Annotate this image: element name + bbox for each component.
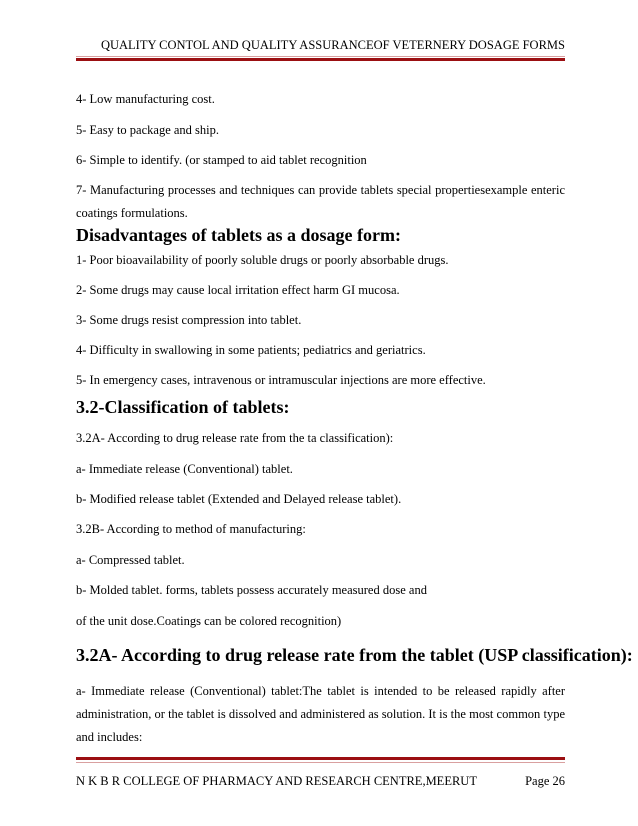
classification-item: of the unit dose.Coatings can be colored recognition) [76, 614, 342, 628]
advantage-item: 7- Manufacturing processes and techniques can provide tablets special propertiesexample enteric coatings formulations. [76, 183, 565, 220]
footer-rule [76, 757, 565, 760]
classification-item: b- Modified release tablet (Extended and Delayed release tablet). [76, 492, 402, 506]
disadvantage-item: 4- Difficulty in swallowing in some patients; pediatrics and geriatrics. [76, 343, 426, 357]
usp-paragraph: a- Immediate release (Conventional) tablet:The tablet is intended to be released rapidly after administration, or the tablet is dissolved and administered as solution. It is the most common type and includes: [76, 684, 565, 744]
disadvantage-item: 3- Some drugs resist compression into tablet. [76, 313, 302, 327]
disadvantages-heading: Disadvantages of tablets as a dosage form: [76, 225, 401, 245]
classification-item: a- Compressed tablet. [76, 553, 185, 567]
footer-institution: N K B R COLLEGE OF PHARMACY AND RESEARCH CENTRE,MEERUT [76, 774, 477, 788]
advantage-item: 6- Simple to identify. (or stamped to aid tablet recognition [76, 153, 367, 167]
advantage-item: 5- Easy to package and ship. [76, 123, 220, 137]
classification-item: 3.2B- According to method of manufacturing: [76, 522, 306, 536]
classification-heading: 3.2-Classification of tablets: [76, 397, 290, 417]
advantage-item: 4- Low manufacturing cost. [76, 92, 215, 106]
disadvantage-item: 2- Some drugs may cause local irritation effect harm GI mucosa. [76, 283, 400, 297]
classification-item: a- Immediate release (Conventional) tablet. [76, 462, 293, 476]
header-rule [76, 58, 565, 61]
classification-item: b- Molded tablet. forms, tablets possess accurately measured dose and [76, 583, 427, 597]
usp-heading: 3.2A- According to drug release rate from the tablet (USP classification): [76, 645, 633, 665]
disadvantage-item: 5- In emergency cases, intravenous or intramuscular injections are more effective. [76, 373, 486, 387]
classification-item: 3.2A- According to drug release rate from the ta classification): [76, 431, 394, 445]
header-title: QUALITY CONTOL AND QUALITY ASSURANCEOF VETERNERY DOSAGE FORMS [100, 38, 565, 52]
disadvantage-item: 1- Poor bioavailability of poorly soluble drugs or poorly absorbable drugs. [76, 253, 449, 267]
page-number: Page 26 [525, 774, 565, 788]
header-thin-rule [76, 56, 565, 57]
footer-thin-rule [76, 762, 565, 763]
